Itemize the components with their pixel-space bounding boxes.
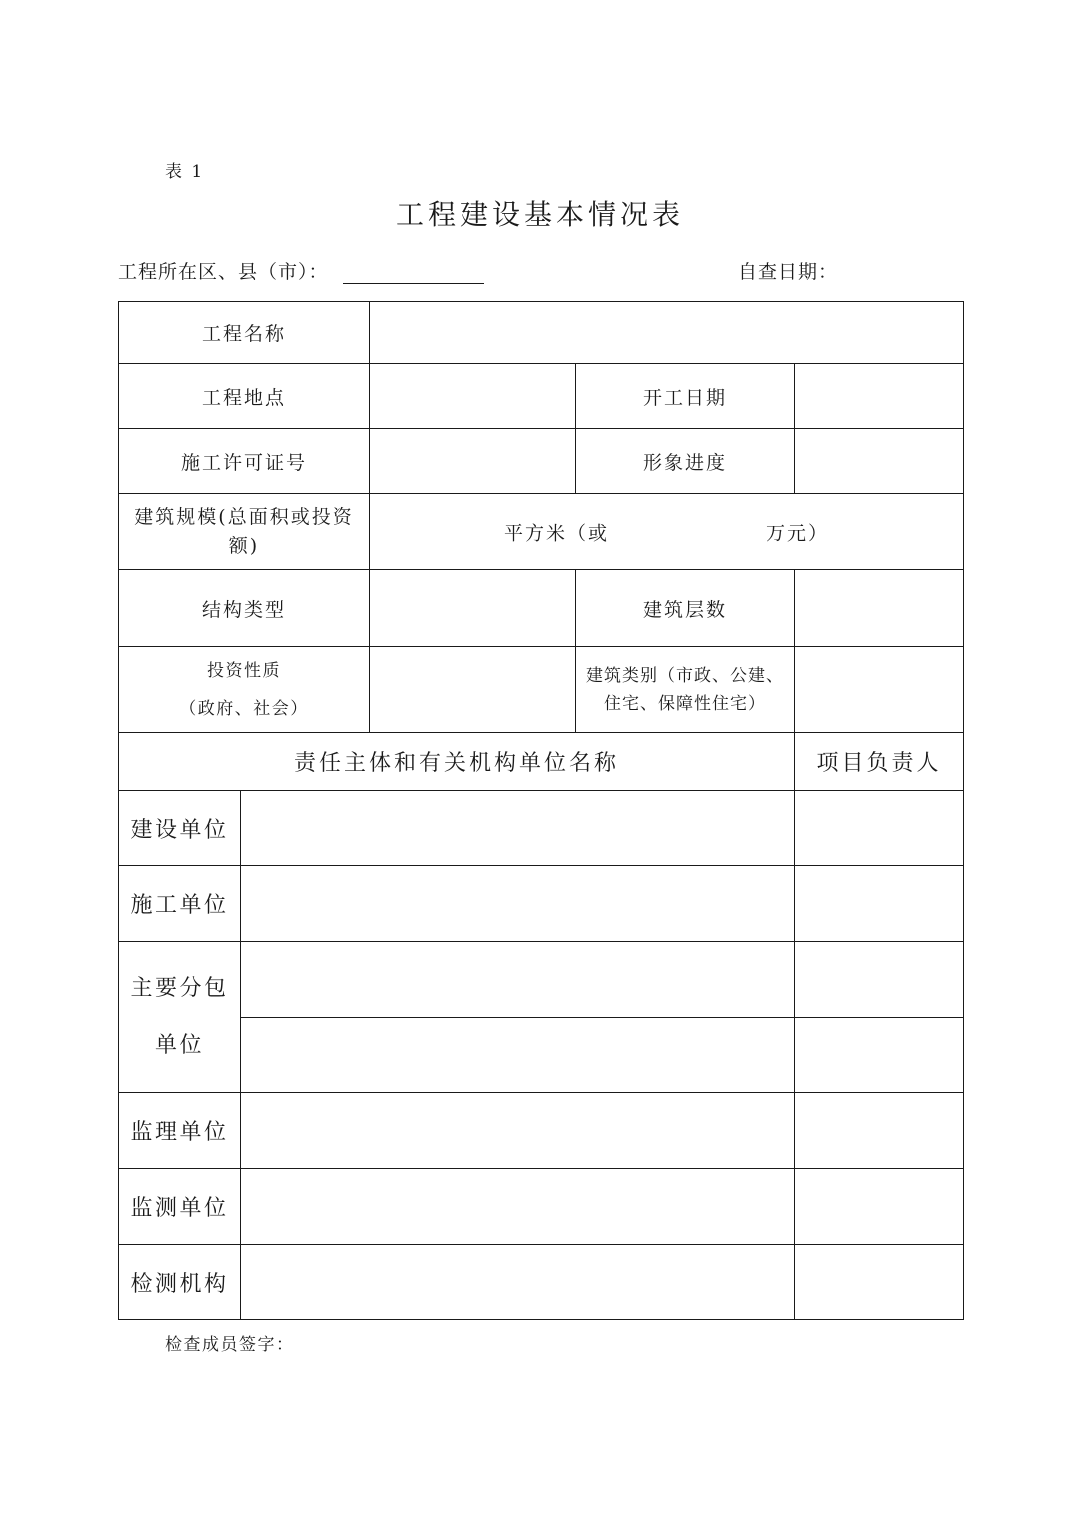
- progress-label: 形象进度: [576, 429, 795, 494]
- monitoring-unit-manager: [795, 1169, 964, 1245]
- scale-value: [370, 494, 964, 570]
- contractor-unit-value: [241, 866, 795, 942]
- investment-nature-value: [370, 647, 576, 733]
- permit-no-label: 施工许可证号: [119, 429, 370, 494]
- row-testing-agency: [119, 1245, 964, 1320]
- row-construction-unit: [119, 791, 964, 866]
- supervision-unit-value: [241, 1093, 795, 1169]
- row-parties-header: [119, 733, 964, 791]
- signature-label: 检查成员签字：: [165, 1335, 295, 1355]
- subcontractor-label: [119, 942, 241, 1093]
- subcontractor-2-value: [241, 1018, 795, 1093]
- page-title: 工程建设基本情况表: [395, 198, 684, 231]
- scale-money-unit: 万元）: [766, 522, 830, 544]
- subcontractor-label-line-2: 单位: [154, 1033, 204, 1058]
- monitoring-unit-label: 监测单位: [119, 1169, 241, 1245]
- row-project-name: [119, 302, 964, 364]
- row-permit: [119, 429, 964, 494]
- testing-agency-manager: [795, 1245, 964, 1320]
- check-date-label: 自查日期：: [738, 261, 839, 283]
- floors-value: [795, 570, 964, 647]
- row-subcontractor-2: [119, 1018, 964, 1093]
- permit-no-value: [370, 429, 576, 494]
- investment-nature-line-2: （政府、社会）: [179, 698, 309, 719]
- testing-agency-value: [241, 1245, 795, 1320]
- start-date-label: 开工日期: [576, 364, 795, 429]
- investment-nature-label: [119, 647, 370, 733]
- table-number: 表 1: [165, 162, 205, 182]
- project-location-value: [370, 364, 576, 429]
- investment-nature-line-1: 投资性质: [207, 660, 281, 681]
- structure-type-label: 结构类型: [119, 570, 370, 647]
- row-monitoring-unit: [119, 1169, 964, 1245]
- testing-agency-label: 检测机构: [119, 1245, 241, 1320]
- row-contractor-unit: [119, 866, 964, 942]
- row-supervision-unit: [119, 1093, 964, 1169]
- building-category-line-2: 住宅、保障性住宅）: [604, 693, 767, 714]
- manager-header: 项目负责人: [795, 733, 964, 791]
- supervision-unit-manager: [795, 1093, 964, 1169]
- construction-unit-label: 建设单位: [119, 791, 241, 866]
- scale-label: [119, 494, 370, 570]
- row-structure: [119, 570, 964, 647]
- scale-area-unit: 平方米（或: [504, 522, 610, 544]
- building-category-label: [576, 647, 795, 733]
- district-blank-line: [343, 283, 484, 284]
- construction-unit-value: [241, 791, 795, 866]
- building-category-value: [795, 647, 964, 733]
- district-label: 工程所在区、县（市）：: [118, 261, 329, 283]
- start-date-value: [795, 364, 964, 429]
- project-info-table: [118, 301, 964, 1320]
- construction-unit-manager: [795, 791, 964, 866]
- building-category-line-1: 建筑类别（市政、公建、: [586, 665, 785, 686]
- progress-value: [795, 429, 964, 494]
- row-subcontractor-1: [119, 942, 964, 1018]
- subcontractor-label-line-1: 主要分包: [130, 976, 229, 1001]
- contractor-unit-label: 施工单位: [119, 866, 241, 942]
- subcontractor-2-manager: [795, 1018, 964, 1093]
- monitoring-unit-value: [241, 1169, 795, 1245]
- scale-label-line-1: 建筑规模(总面积或投资: [134, 505, 354, 528]
- parties-header: 责任主体和有关机构单位名称: [119, 733, 795, 791]
- floors-label: 建筑层数: [576, 570, 795, 647]
- scale-label-line-2: 额): [228, 534, 260, 557]
- project-name-value: [370, 302, 964, 364]
- project-name-label: 工程名称: [119, 302, 370, 364]
- subcontractor-1-value: [241, 942, 795, 1018]
- project-location-label: 工程地点: [119, 364, 370, 429]
- row-project-location: [119, 364, 964, 429]
- row-scale: [119, 494, 964, 570]
- structure-type-value: [370, 570, 576, 647]
- contractor-unit-manager: [795, 866, 964, 942]
- subcontractor-1-manager: [795, 942, 964, 1018]
- row-investment: [119, 647, 964, 733]
- supervision-unit-label: 监理单位: [119, 1093, 241, 1169]
